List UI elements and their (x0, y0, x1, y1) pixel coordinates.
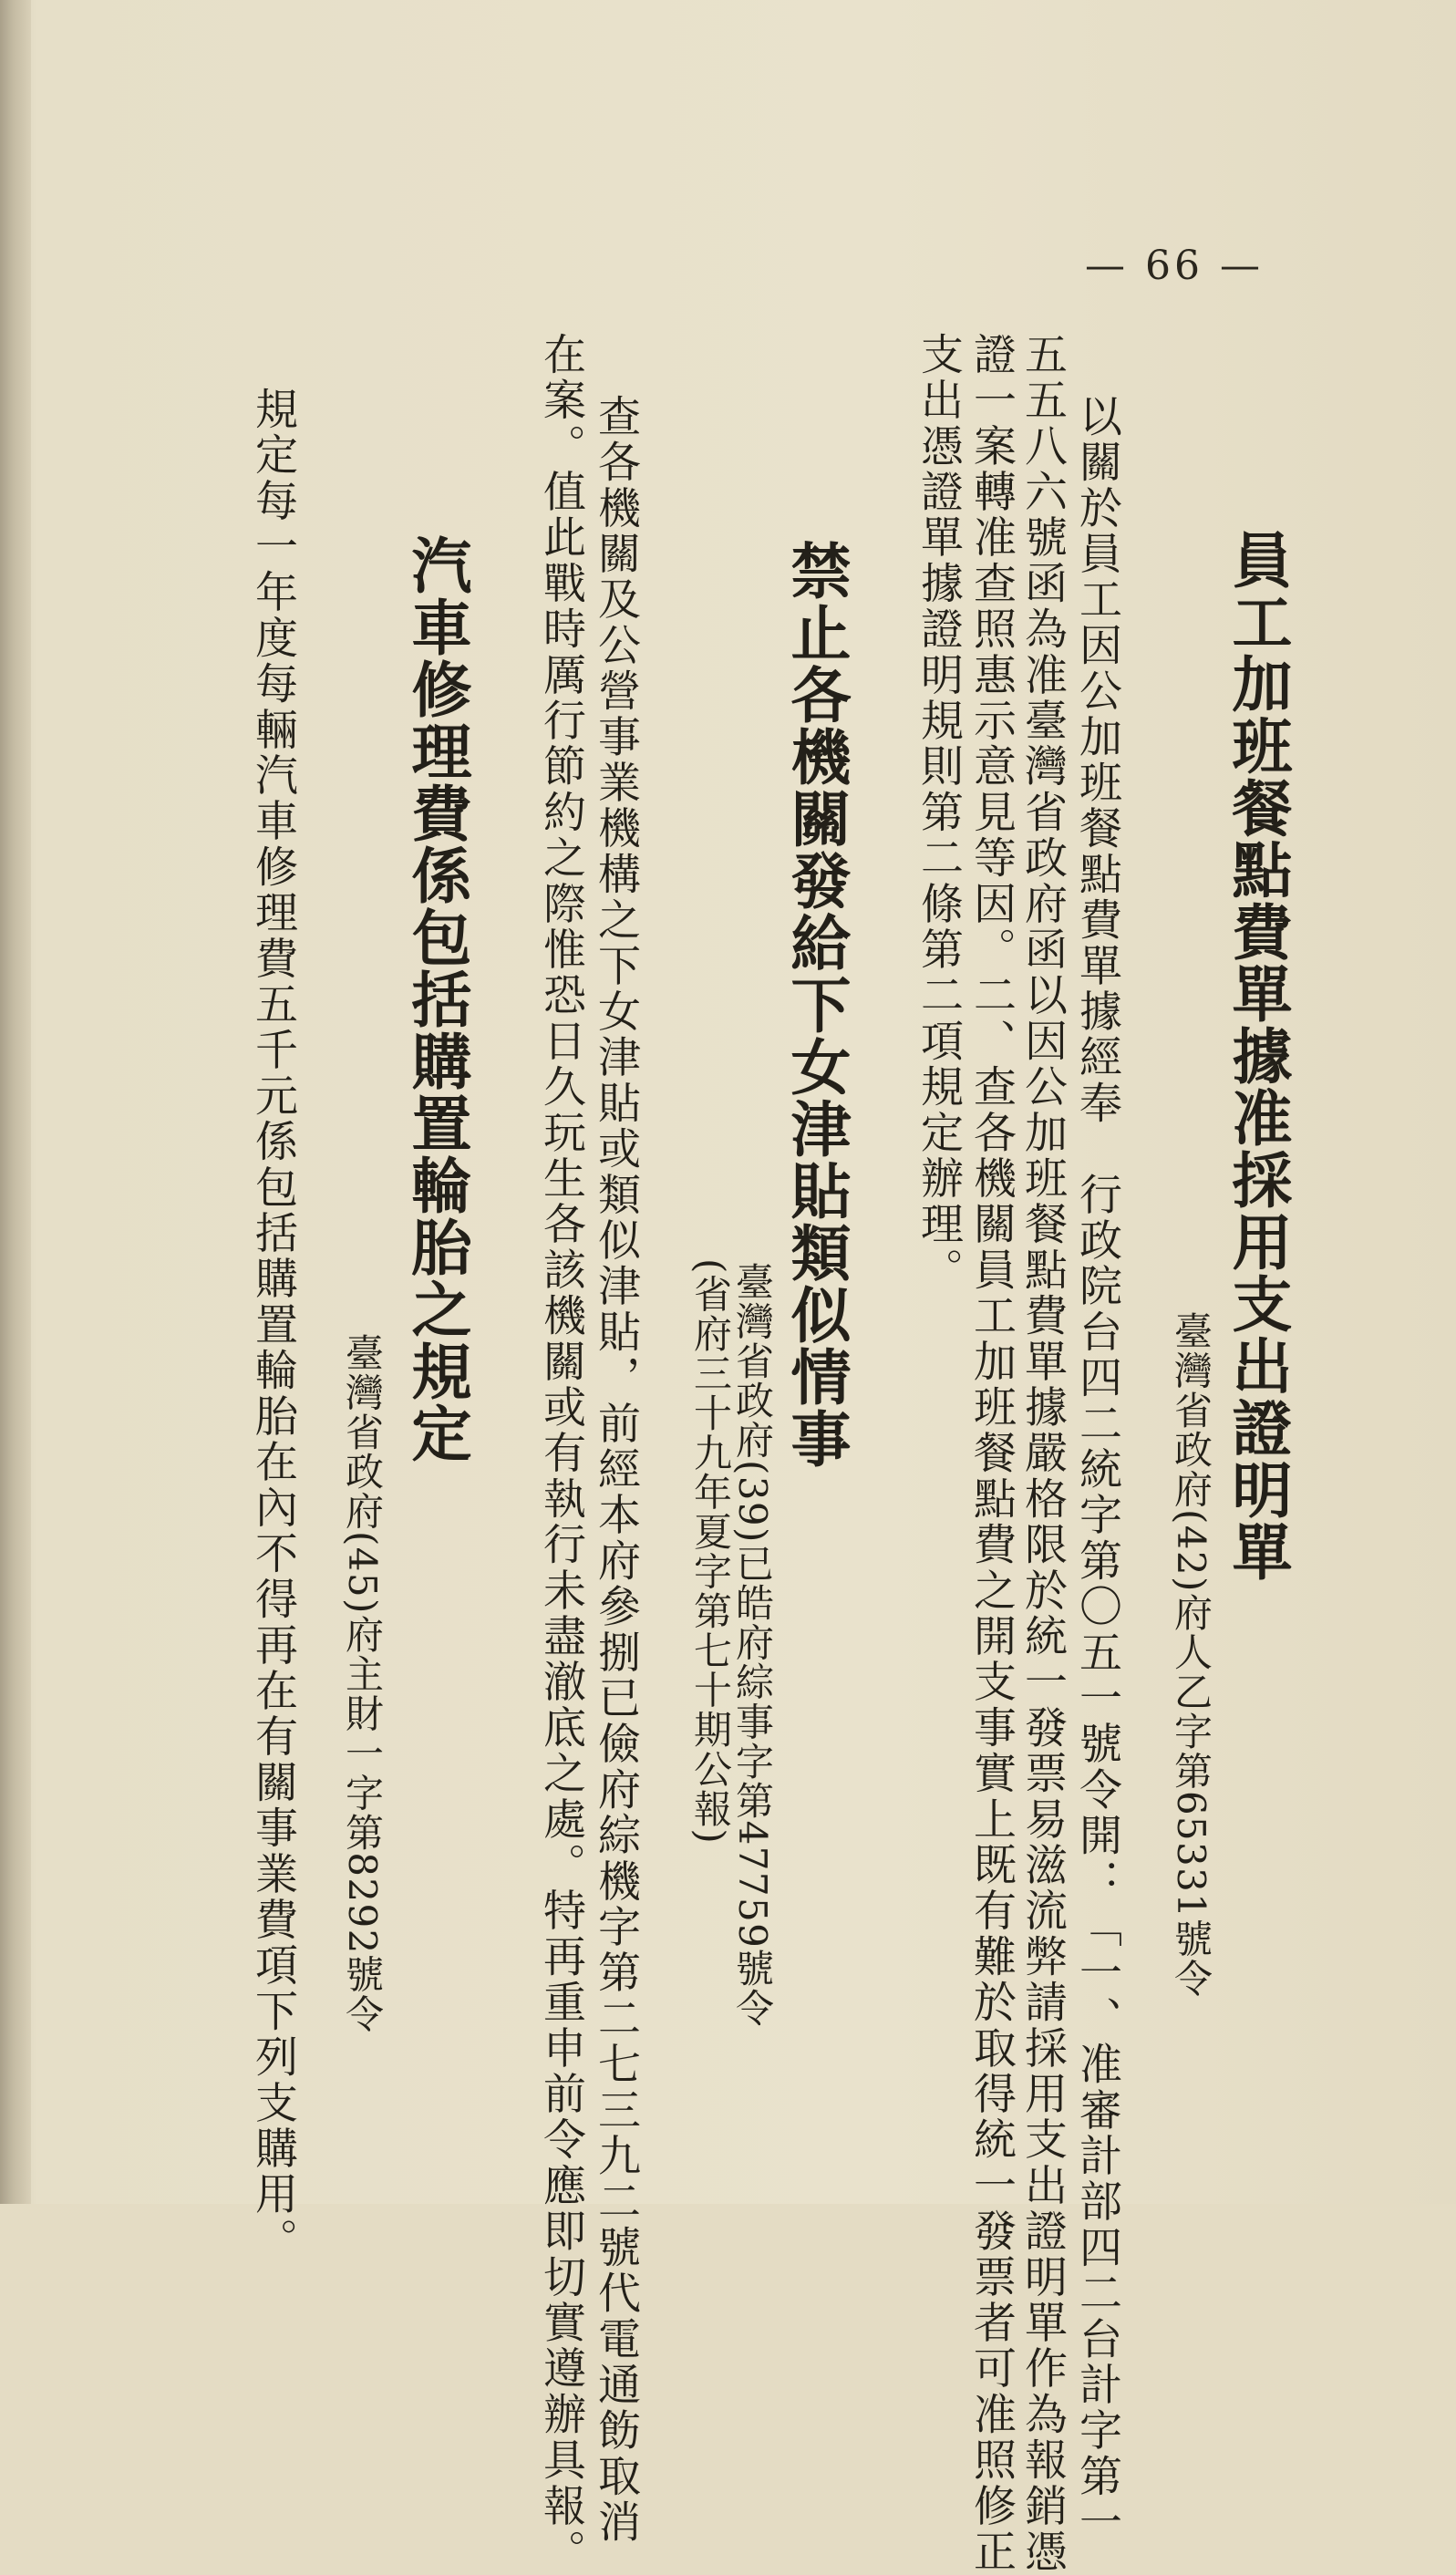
section-1-body-line-1: 以關於員工因公加班餐點費單據經奉 行政院台四二統字第〇五一號令開：「一、准審計部四二台計字第一 (1072, 394, 1122, 2546)
section-3-source: 臺灣省政府(45)府主財一字第8292號令 (340, 1333, 385, 2034)
section-1-body-line-3: 證一案轉准查照惠示意見等因。二、查各機關員工加班餐點費之開支事實上既有難於取得統一發票者可准照修正 (966, 332, 1017, 2575)
section-1-source: 臺灣省政府(42)府人乙字第65331號令 (1169, 1311, 1213, 1999)
book-spine-shadow (0, 0, 31, 2204)
section-1-body-line-4: 支出憑證單據證明規則第二條第二項規定辦理。 (914, 332, 964, 1294)
section-1-body-line-2: 五五八六號函為准臺灣省政府函以因公加班餐點費單據嚴格限於統一發票易滋流弊請採用支出證明單作為報銷憑 (1017, 332, 1068, 2575)
section-2-source-line-2: (省府三十九年夏字第七十期公報) (688, 1258, 733, 1846)
page-number: — 66 — (1085, 243, 1264, 289)
section-3-title: 汽車修理費係包括購置輪胎之規定 (401, 534, 472, 1464)
section-2-body-line-2: 在案。值此戰時厲行節約之際惟恐日久玩生各該機關或有執行未盡澈底之處。特再重申前令應即切實遵辦具報。 (536, 332, 586, 2575)
section-2-body-line-1: 查各機關及公營事業機構之下女津貼或類似津貼，前經本府參捌已儉府綜機字第二七三九二號代電通飭取消 (591, 394, 641, 2546)
section-2-source-line-1: 臺灣省政府(39)已皓府綜事字第47759號令 (730, 1262, 775, 2029)
section-1-title: 員工加班餐點費單據准採用支出證明單 (1222, 529, 1293, 1583)
section-2-title: 禁止各機關發給下女津貼類似情事 (780, 540, 852, 1470)
section-3-body-line-1: 規定每一年度每輛汽車修理費五千元係包括購置輪胎在內不得再在有關事業費項下列支購用。 (248, 387, 298, 2264)
